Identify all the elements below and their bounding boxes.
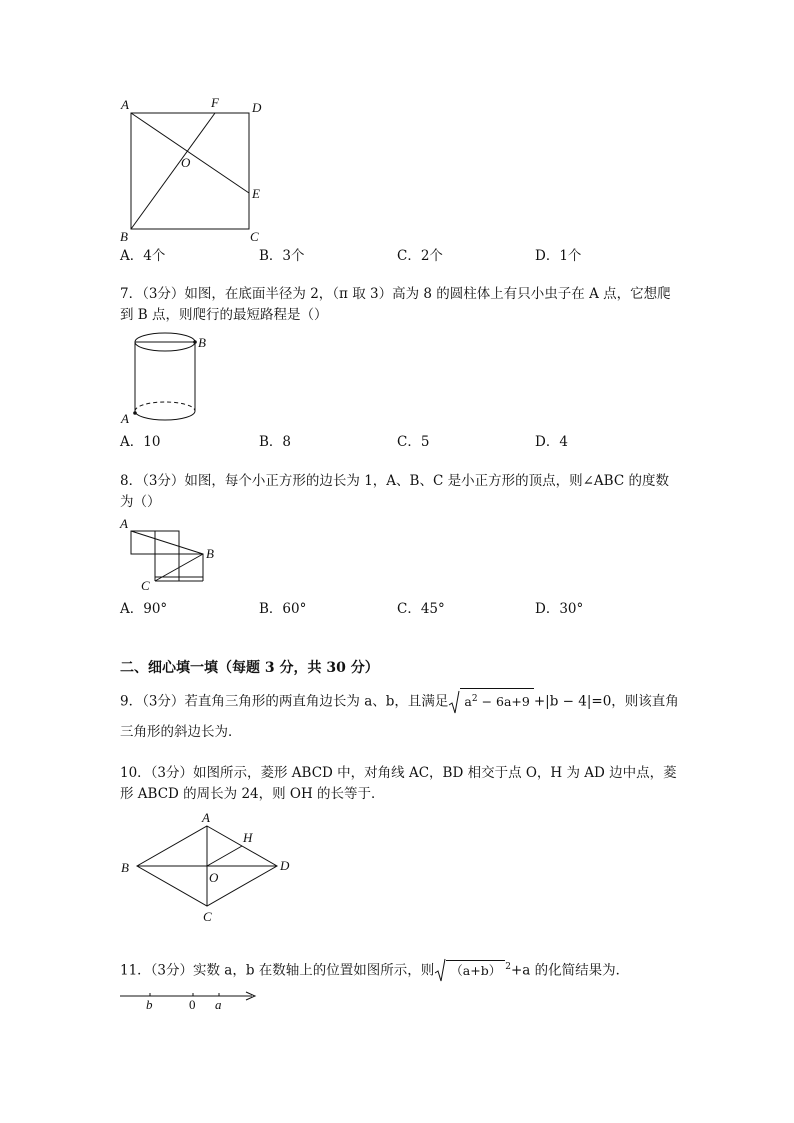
q6-option-c[interactable]: C．2个 — [397, 248, 443, 264]
label-c: C — [203, 909, 212, 924]
label-a: A — [120, 516, 128, 531]
q9-radicand: $a^2 - 6a+9$ — [460, 688, 533, 712]
label-zero: 0 — [189, 997, 196, 1012]
label-f: F — [211, 95, 219, 110]
label-a: A — [202, 810, 210, 825]
q8-option-b[interactable]: B．60° — [259, 601, 307, 617]
q7-option-c[interactable]: C．5 — [397, 434, 430, 450]
label-b: B — [206, 546, 214, 561]
label-c: C — [250, 229, 259, 244]
q6-option-b[interactable]: B．3个 — [259, 248, 305, 264]
label-e: E — [252, 186, 260, 201]
q7-option-b[interactable]: B．8 — [259, 434, 292, 450]
section-heading: 二、细心填一填（每题 3 分，共 30 分） — [120, 660, 379, 676]
q6-option-a[interactable]: A．4个 — [120, 248, 166, 264]
q7-option-a[interactable]: A．10 — [120, 434, 161, 450]
label-b: B — [121, 860, 129, 875]
label-b: B — [198, 335, 206, 350]
label-o: O — [181, 155, 191, 170]
q8-option-a[interactable]: A．90° — [120, 601, 168, 617]
label-a: A — [121, 97, 129, 112]
q9-stem-line2: 三角形的斜边长为． — [120, 724, 242, 740]
label-b: B — [120, 229, 128, 244]
label-d: D — [252, 100, 262, 115]
label-h: H — [243, 830, 253, 845]
q7-stem-line2: 到 B 点，则爬行的最短路程是（） — [120, 307, 328, 323]
label-o: O — [209, 870, 219, 885]
q10-stem-line2: 形 ABCD 的周长为 24，则 OH 的长等于． — [120, 786, 385, 802]
q8-stem-line2: 为（） — [120, 494, 161, 510]
label-a: A — [121, 411, 129, 426]
q11-exponent: 2 — [505, 962, 511, 972]
q8-option-d[interactable]: D．30° — [535, 601, 584, 617]
q6-option-d[interactable]: D．1个 — [535, 248, 582, 264]
q9-prefix: 9．（3分）若直角三角形的两直角边长为 a、b，且满足 — [120, 693, 449, 710]
label-b: b — [146, 997, 153, 1012]
q10-stem-line1: 10．（3分）如图所示，菱形 ABCD 中，对角线 AC，BD 相交于点 O，H 为 AD 边中点，菱 — [120, 765, 677, 781]
q8-option-c[interactable]: C．45° — [397, 601, 445, 617]
q8-stem-line1: 8．（3分）如图，每个小正方形的边长为 1，A、B、C 是小正方形的顶点，则∠ABC 的度数 — [120, 473, 669, 489]
q11-suffix: +a 的化简结果为． — [510, 962, 630, 979]
q7-stem-line1: 7．（3分）如图，在底面半径为 2，（π 取 3）高为 8 的圆柱体上有只小虫子在 A 点，它想爬 — [120, 286, 671, 302]
q11-radicand: （a+b） — [446, 960, 505, 981]
label-d: D — [280, 858, 290, 873]
q9-middle: +|b − 4|=0，则该直角 — [533, 693, 679, 710]
label-c: C — [141, 578, 150, 593]
q7-option-d[interactable]: D．4 — [535, 434, 568, 450]
label-a: a — [215, 997, 222, 1012]
q11-prefix: 11．（3分）实数 a，b 在数轴上的位置如图所示，则 — [120, 962, 435, 979]
